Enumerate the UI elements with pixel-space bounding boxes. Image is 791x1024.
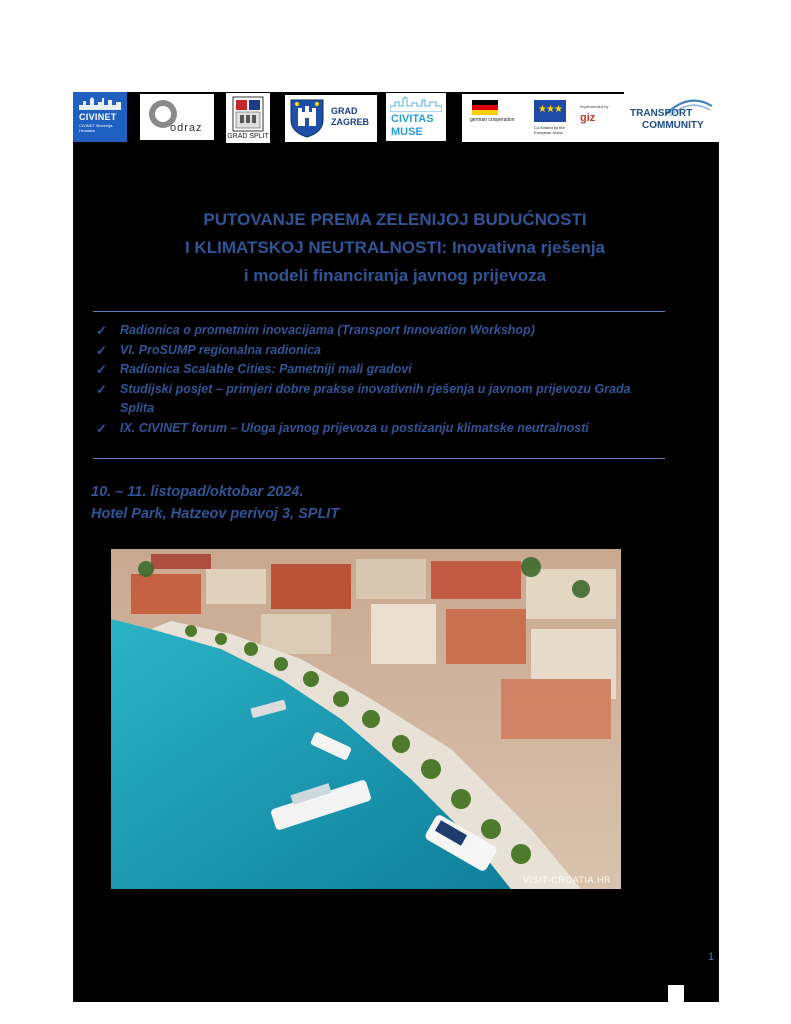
event-info <box>91 481 339 525</box>
split-riva-aerial-photo <box>111 549 621 889</box>
civinet-name: CIVINET <box>79 112 117 122</box>
transport-community-logo <box>624 92 720 142</box>
germany-flag-icon <box>472 100 498 115</box>
implemented-by-text: Implemented by <box>580 104 609 109</box>
split-crest-icon <box>232 96 264 132</box>
transport-community-line2: COMMUNITY <box>642 120 704 131</box>
german-cooperation-text: german cooperation <box>470 117 515 123</box>
event-venue: Hotel Park, Hatzeov perivoj 3, SPLIT <box>91 506 340 522</box>
title-line-2: I KLIMATSKOJ NEUTRALNOSTI: Inovativna rješenja <box>184 238 606 257</box>
agenda-item <box>96 419 656 439</box>
odraz-logo <box>140 94 214 140</box>
checkmark-icon: ✓ <box>96 323 107 338</box>
agenda-item-text: Radionica o prometnim inovacijama (Transport Innovation Workshop) <box>120 323 535 337</box>
eu-funded-text: Co-funded by the European Union <box>534 125 565 135</box>
zagreb-shield-icon <box>289 98 325 138</box>
title-line-1: PUTOVANJE PREMA ZELENIJOJ BUDUĆNOSTI <box>203 210 587 229</box>
agenda-list <box>96 321 656 438</box>
agenda-item-text: VI. ProSUMP regionalna radionica <box>120 342 321 357</box>
agenda-item-text: Radionica Scalable Cities: Pametniji mali gradovi <box>120 362 412 376</box>
page-corner-mark <box>668 985 684 1002</box>
civitas-line2: MUSE <box>391 126 423 138</box>
civitas-skyline-icon <box>390 96 442 112</box>
civinet-logo <box>73 92 127 142</box>
civinet-subtitle: CIVINET Slovenija-Hrvatska <box>79 123 114 133</box>
split-label: GRAD SPLIT <box>227 133 269 140</box>
agenda-item <box>96 321 656 341</box>
checkmark-icon: ✓ <box>96 362 107 377</box>
transport-community-line1: TRANSPORT <box>630 108 693 119</box>
civinet-skyline-icon <box>79 96 121 110</box>
photo-illustration <box>111 549 621 889</box>
agenda-item <box>96 360 656 380</box>
divider-bottom <box>93 458 665 459</box>
split-logo <box>226 93 270 143</box>
title-line-3: i modeli financiranja javnog prijevoza <box>243 266 547 285</box>
civitas-muse-logo <box>386 93 446 141</box>
agenda-item-text: Studijski posjet – primjeri dobre prakse inovativnih rješenja u javnom prijevozu Grada Splita <box>120 381 631 415</box>
giz-logo-text: giz <box>580 112 596 124</box>
zagreb-line1: GRAD <box>331 106 358 116</box>
agenda-item-text: IX. CIVINET forum – Uloga javnog prijevoza u postizanju klimatske neutralnosti <box>120 420 589 435</box>
agenda-item <box>96 341 656 361</box>
giz-eu-logo-group <box>462 94 624 142</box>
zagreb-text <box>331 106 369 128</box>
agenda-item <box>96 380 656 419</box>
checkmark-icon: ✓ <box>96 420 107 436</box>
eu-flag-icon: ★★★ <box>534 100 566 122</box>
civitas-line1: CIVITAS <box>391 113 434 125</box>
divider-top <box>93 311 665 312</box>
page-title <box>110 206 680 290</box>
page-number: 1 <box>708 951 715 963</box>
photo-watermark: VISIT-CROATIA.HR <box>523 875 611 885</box>
odraz-name: odraz <box>170 122 203 134</box>
checkmark-icon: ✓ <box>96 342 107 358</box>
zagreb-logo <box>285 95 377 142</box>
event-date: 10. – 11. listopad/oktobar 2024. <box>91 484 304 500</box>
zagreb-line2: ZAGREB <box>331 117 369 127</box>
checkmark-icon: ✓ <box>96 381 107 397</box>
